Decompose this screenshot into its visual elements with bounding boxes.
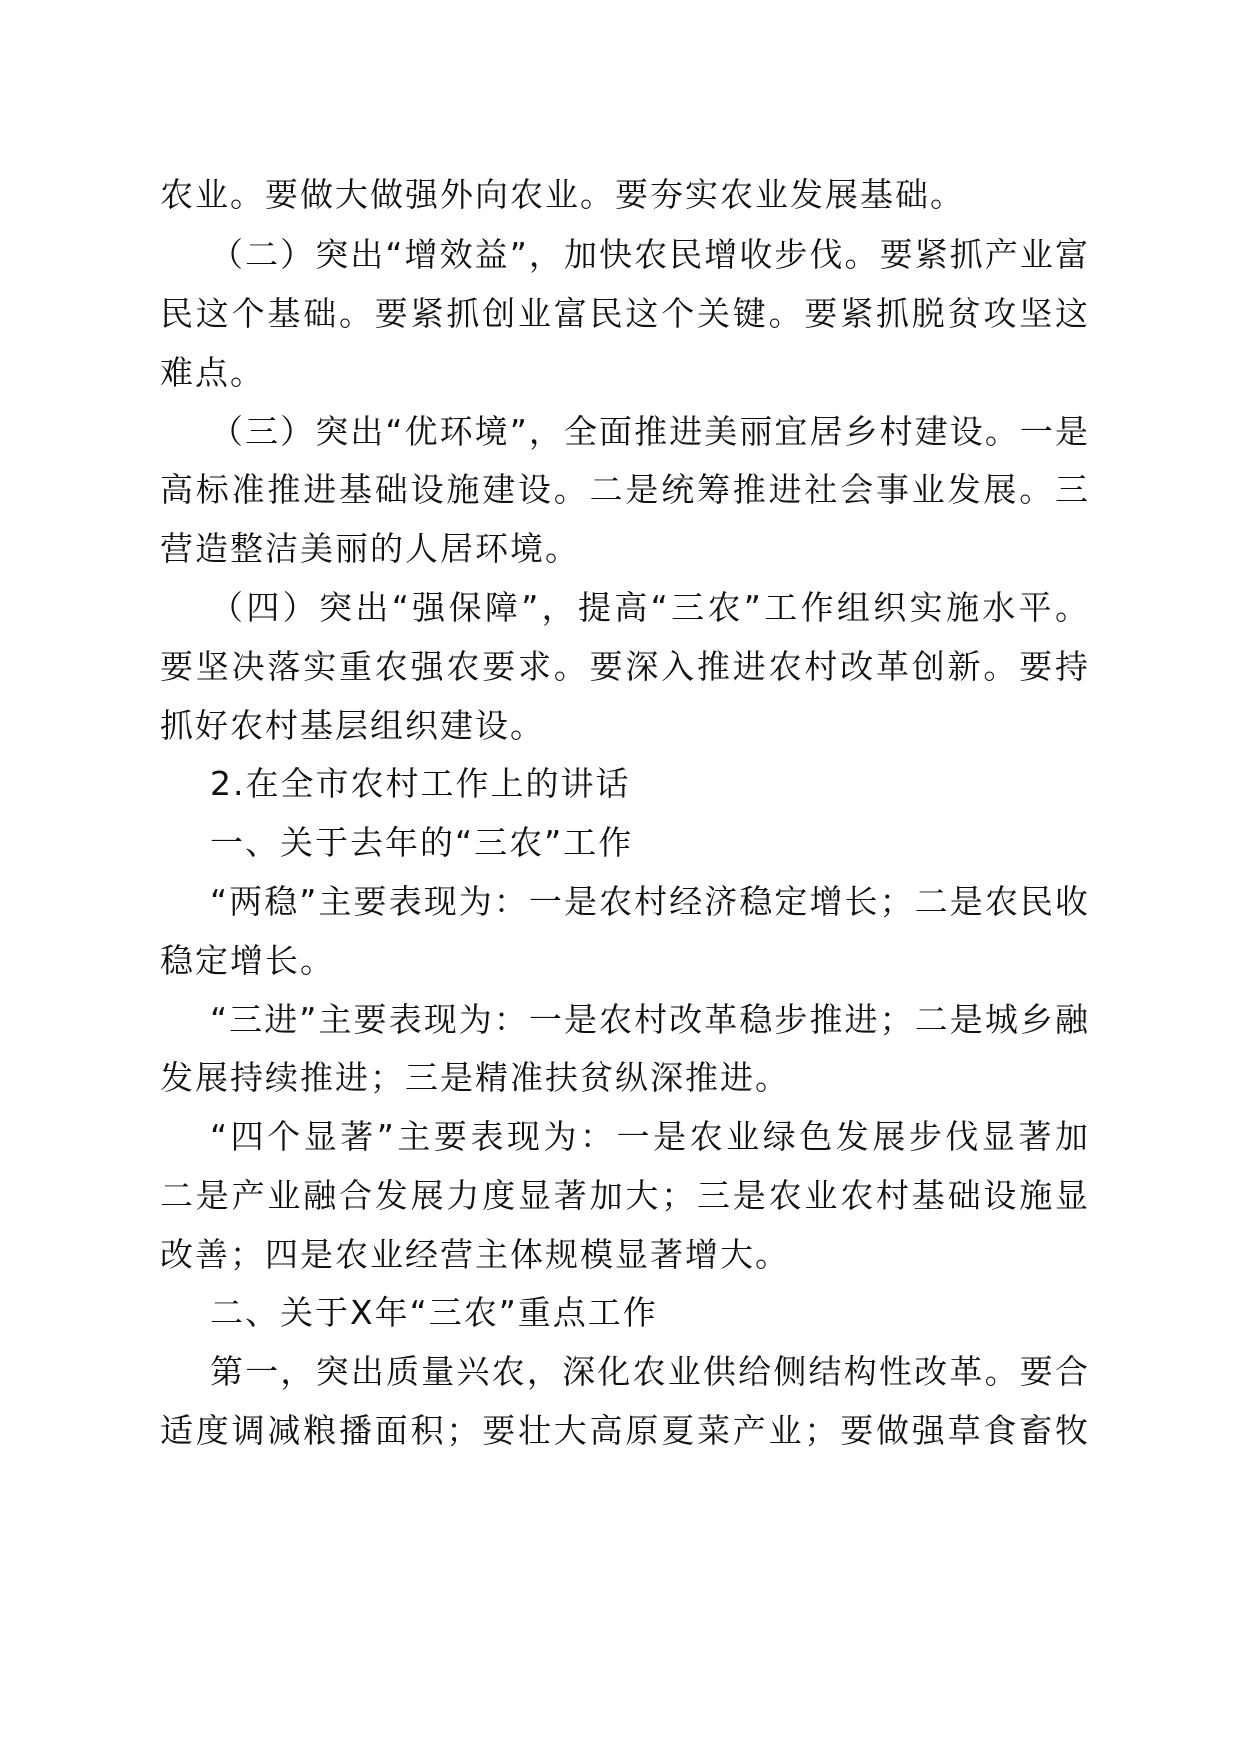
section-heading: 一、关于去年的“三农”工作 [210, 823, 634, 862]
text-line: （四）突出“强保障”，提高“三农”工作组织实施水平。 [210, 588, 1090, 627]
text-line: “三进”主要表现为：一是农村改革稳步推进；二是城乡融 [210, 1000, 1090, 1039]
text-line: 发展持续推进；三是精准扶贫纵深推进。 [160, 1058, 790, 1097]
section-heading: 2.在全市农村工作上的讲话 [210, 764, 631, 803]
text-line: 要坚决落实重农强农要求。要深入推进农村改革创新。要持 [160, 647, 1090, 686]
section-heading: 二、关于X年“三农”重点工作 [210, 1293, 658, 1332]
text-line: 第一，突出质量兴农，深化农业供给侧结构性改革。要合 [210, 1352, 1090, 1391]
text-line: 适度调减粮播面积；要壮大高原夏菜产业；要做强草食畜牧 [160, 1411, 1090, 1450]
text-line: 抓好农村基层组织建设。 [160, 706, 545, 745]
text-line: 高标准推进基础设施建设。二是统筹推进社会事业发展。三 [160, 470, 1090, 509]
text-line: “四个显著”主要表现为：一是农业绿色发展步伐显著加 [210, 1117, 1090, 1156]
text-line: （三）突出“优环境”，全面推进美丽宜居乡村建设。一是 [210, 412, 1090, 451]
text-line: 改善；四是农业经营主体规模显著增大。 [160, 1235, 790, 1274]
text-line: 二是产业融合发展力度显著加大；三是农业农村基础设施显 [160, 1176, 1090, 1215]
text-line: 农业。要做大做强外向农业。要夯实农业发展基础。 [160, 175, 965, 214]
text-line: “两稳”主要表现为：一是农村经济稳定增长；二是农民收 [210, 882, 1090, 921]
text-line: 难点。 [160, 353, 265, 392]
text-line: 营造整洁美丽的人居环境。 [160, 529, 580, 568]
text-line: （二）突出“增效益”，加快农民增收步伐。要紧抓产业富 [210, 235, 1090, 274]
text-line: 民这个基础。要紧抓创业富民这个关键。要紧抓脱贫攻坚这 [160, 294, 1090, 333]
text-line: 稳定增长。 [160, 941, 335, 980]
